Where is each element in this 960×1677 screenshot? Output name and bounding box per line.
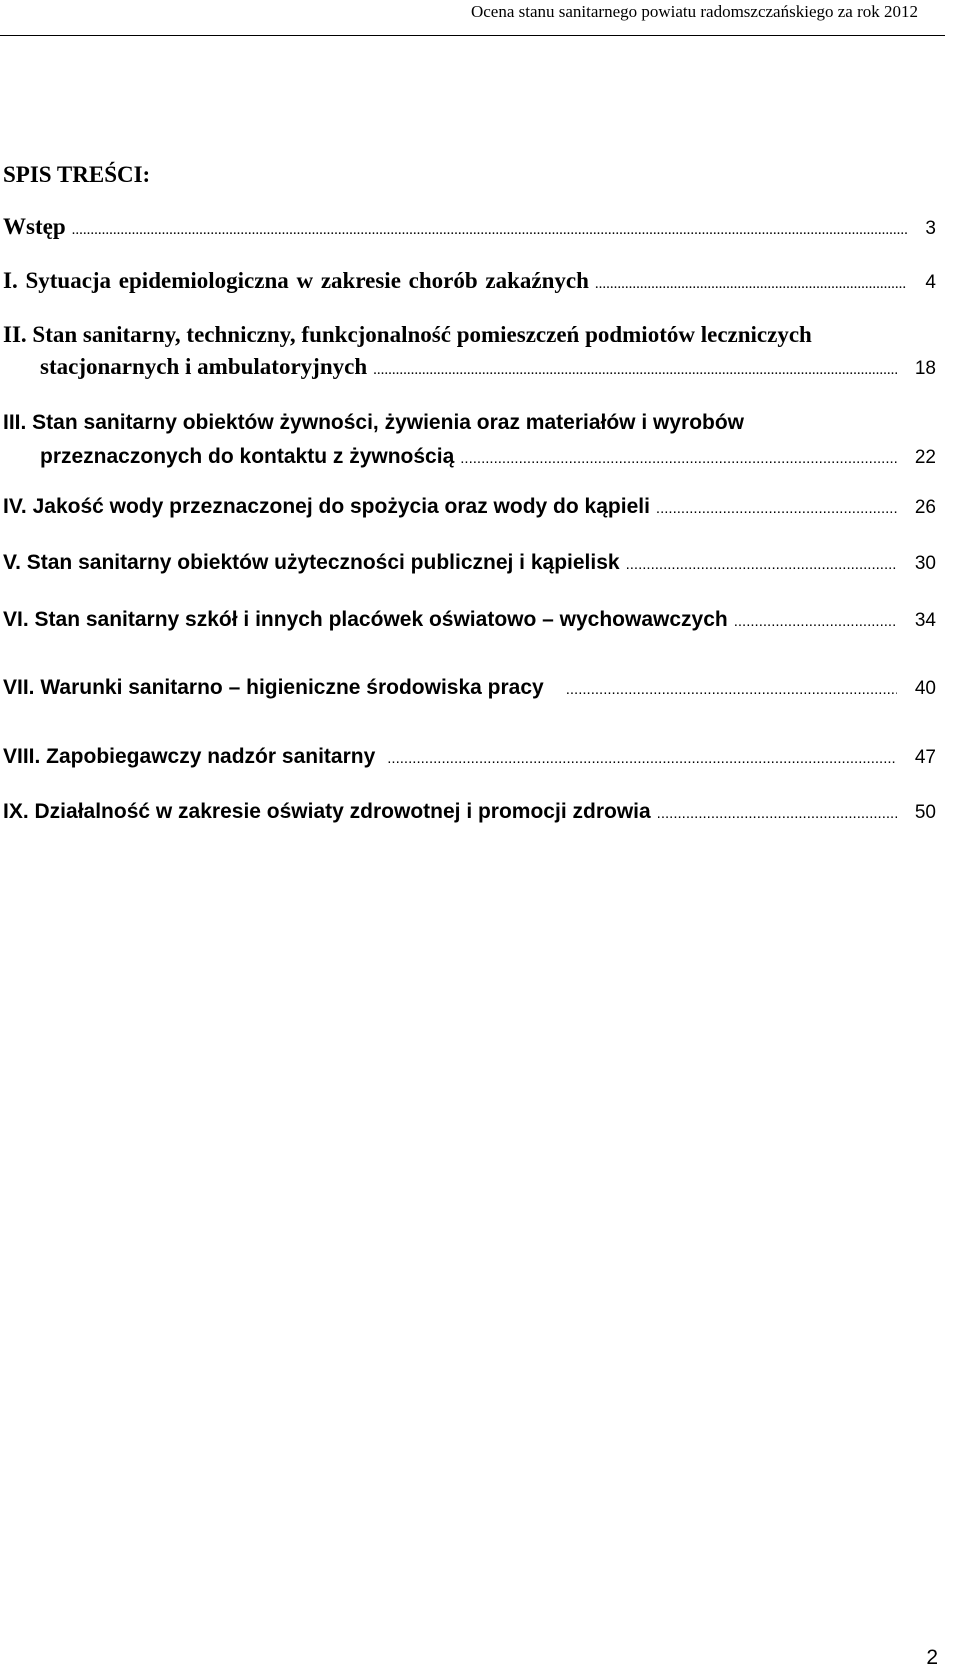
toc-entry-label-line1: III. Stan sanitarny obiektów żywności, żywienia oraz materiałów i wyrobów	[3, 411, 745, 434]
toc-entry-iv[interactable]	[3, 492, 936, 524]
toc-entry-page: 22	[914, 447, 936, 468]
dot-leader	[566, 675, 897, 705]
toc-entry-ix[interactable]	[3, 797, 936, 829]
toc-entry-label-line1: II. Stan sanitarny, techniczny, funkcjonalność pomieszczeń podmiotów leczniczych	[3, 322, 812, 347]
toc-entry-iii[interactable]	[3, 408, 936, 474]
toc-entry-label: IX. Działalność w zakresie oświaty zdrowotnej i promocji zdrowia	[3, 800, 651, 823]
dot-leader	[734, 607, 897, 637]
dot-leader	[387, 744, 897, 774]
dot-leader	[626, 550, 897, 580]
page-number: 2	[926, 1646, 938, 1669]
dot-leader	[373, 355, 897, 385]
toc-entry-wstep[interactable]	[3, 212, 936, 245]
toc-entry-page: 50	[914, 802, 936, 823]
toc-entry-label-line2: stacjonarnych i ambulatoryjnych	[40, 354, 368, 379]
toc-entry-label: V. Stan sanitarny obiektów użyteczności publicznej i kąpielisk	[3, 551, 620, 574]
dot-leader	[72, 215, 908, 245]
dot-leader	[460, 444, 897, 474]
toc-entry-vi[interactable]	[3, 605, 936, 637]
toc-entry-label: VI. Stan sanitarny szkół i innych placówek oświatowo – wychowawczych	[3, 608, 728, 631]
toc-entry-label: VII. Warunki sanitarno – higieniczne środowiska pracy	[3, 676, 544, 699]
toc-entry-label: I. Sytuacja epidemiologiczna w zakresie chorób zakaźnych	[3, 268, 589, 293]
toc-entry-ii[interactable]	[3, 320, 936, 385]
toc-entry-viii[interactable]	[3, 742, 936, 774]
toc-entry-vii[interactable]	[3, 673, 936, 705]
toc-entry-page: 18	[914, 358, 936, 379]
toc-entry-page: 3	[925, 218, 936, 239]
toc-entry-page: 47	[914, 747, 936, 768]
page-header	[0, 0, 960, 40]
header-title: Ocena stanu sanitarnego powiatu radomszczańskiego za rok 2012	[470, 2, 918, 21]
toc-entry-v[interactable]	[3, 548, 936, 580]
toc-entry-page: 4	[925, 272, 936, 293]
toc-entry-label: VIII. Zapobiegawczy nadzór sanitarny	[3, 745, 376, 768]
dot-leader	[657, 799, 897, 829]
toc-entry-page: 30	[914, 553, 936, 574]
toc-entry-i[interactable]	[3, 266, 936, 299]
toc-entry-label-line2: przeznaczonych do kontaktu z żywnością	[40, 445, 455, 468]
toc-title: SPIS TREŚCI:	[3, 162, 151, 187]
dot-leader	[595, 269, 908, 299]
toc-entry-label: IV. Jakość wody przeznaczonej do spożycia oraz wody do kąpieli	[3, 495, 650, 518]
toc-entry-label: Wstęp	[3, 214, 66, 239]
toc-entry-page: 26	[914, 497, 936, 518]
toc-entry-page: 40	[914, 678, 936, 699]
toc-entry-page: 34	[914, 610, 936, 631]
header-rule	[0, 35, 945, 36]
dot-leader	[656, 494, 897, 524]
